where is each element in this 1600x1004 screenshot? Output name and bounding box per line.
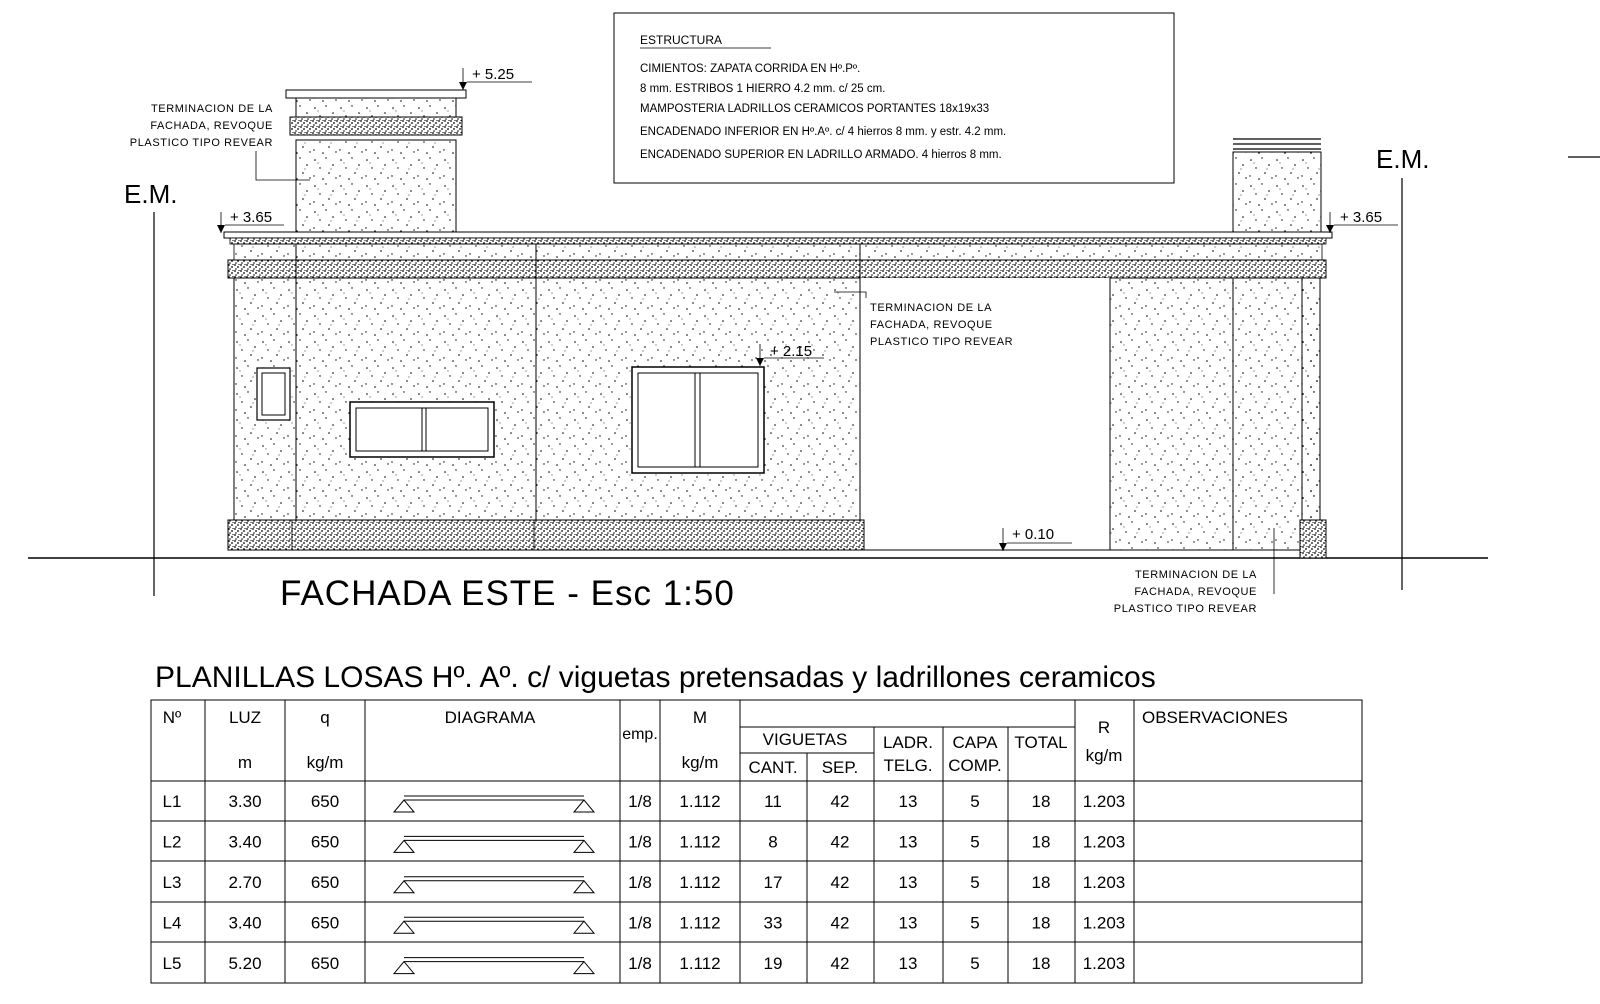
cell-cant: 17 xyxy=(763,873,783,892)
beam-diagram xyxy=(394,917,594,933)
cell-ladr: 13 xyxy=(898,913,918,933)
cell-sep: 42 xyxy=(830,953,850,973)
svg-text:kg/m: kg/m xyxy=(681,753,719,772)
svg-text:m: m xyxy=(237,753,253,772)
cell-capa: 5 xyxy=(970,832,980,852)
cell-luz: 3.40 xyxy=(228,913,262,933)
svg-text:SEP.: SEP. xyxy=(821,758,859,777)
table-title: PLANILLAS LOSAS Hº. Aº. c/ viguetas pretensadas y ladrillones ceramicos xyxy=(155,661,1156,694)
structure-line: MAMPOSTERIA LADRILLOS CERAMICOS PORTANTES 18x19x33 xyxy=(640,103,990,115)
cell-total: 18 xyxy=(1031,792,1051,812)
table-row xyxy=(163,792,1126,812)
level-top: + 5.25 xyxy=(472,66,515,83)
cell-total: 18 xyxy=(1031,832,1051,852)
svg-text:PLASTICO TIPO REVEAR: PLASTICO TIPO REVEAR xyxy=(870,336,1014,348)
table-row xyxy=(163,833,1126,853)
cell-emp: 1/8 xyxy=(628,913,652,933)
svg-text:COMP.: COMP. xyxy=(948,756,1002,775)
cell-n: L3 xyxy=(162,873,182,892)
cell-cant: 11 xyxy=(764,792,782,812)
cell-total: 18 xyxy=(1031,953,1051,973)
svg-text:CAPA: CAPA xyxy=(952,733,998,752)
svg-text:PLASTICO TIPO REVEAR: PLASTICO TIPO REVEAR xyxy=(1113,603,1257,615)
svg-text:TOTAL: TOTAL xyxy=(1014,733,1068,752)
cell-sep: 42 xyxy=(830,913,850,933)
cell-luz: 2.70 xyxy=(228,873,262,892)
svg-text:VIGUETAS: VIGUETAS xyxy=(762,730,848,749)
svg-text:DIAGRAMA: DIAGRAMA xyxy=(444,708,536,727)
cell-m: 1.112 xyxy=(679,832,721,852)
beam-diagram xyxy=(394,796,594,812)
structure-notes-box xyxy=(614,13,1174,183)
em-left-label: E.M. xyxy=(124,179,178,209)
level-marker xyxy=(1326,209,1398,233)
structure-line: 8 mm. ESTRIBOS 1 HIERRO 4.2 mm. c/ 25 cm. xyxy=(640,83,886,95)
cell-n: L5 xyxy=(162,953,182,973)
svg-text:OBSERVACIONES: OBSERVACIONES xyxy=(1142,708,1288,727)
cell-cant: 19 xyxy=(763,953,783,973)
cell-r: 1.203 xyxy=(1082,913,1126,933)
cell-ladr: 13 xyxy=(898,873,918,892)
cell-emp: 1/8 xyxy=(628,792,652,812)
facade-title: FACHADA ESTE - Esc 1:50 xyxy=(280,574,735,613)
cell-q: 650 xyxy=(310,792,340,812)
slab-schedule-table xyxy=(151,661,1362,983)
svg-text:FACHADA, REVOQUE: FACHADA, REVOQUE xyxy=(150,120,273,132)
table-row xyxy=(163,954,1126,974)
svg-text:FACHADA, REVOQUE: FACHADA, REVOQUE xyxy=(870,319,993,331)
cell-capa: 5 xyxy=(970,873,980,892)
cell-r: 1.203 xyxy=(1082,832,1126,852)
cell-cant: 8 xyxy=(768,832,778,852)
beam-diagram xyxy=(394,836,594,852)
cell-n: L2 xyxy=(162,832,182,852)
table-row xyxy=(163,873,1126,893)
level-roof-right: + 3.65 xyxy=(1340,209,1383,226)
cell-q: 650 xyxy=(310,832,340,852)
cell-emp: 1/8 xyxy=(628,832,652,852)
cell-cant: 33 xyxy=(763,913,783,933)
cell-luz: 5.20 xyxy=(228,953,262,973)
svg-text:emp.: emp. xyxy=(622,726,658,743)
table-rows xyxy=(163,792,1126,973)
em-right-label: E.M. xyxy=(1376,144,1430,174)
cell-r: 1.203 xyxy=(1082,873,1126,892)
level-floor: + 0.10 xyxy=(1012,526,1055,543)
cell-q: 650 xyxy=(310,913,340,933)
cell-m: 1.112 xyxy=(679,913,721,933)
cell-m: 1.112 xyxy=(679,873,721,892)
cell-ladr: 13 xyxy=(898,792,918,812)
level-marker xyxy=(217,209,284,233)
svg-text:R: R xyxy=(1097,718,1111,737)
table-header xyxy=(163,708,1288,777)
cell-r: 1.203 xyxy=(1082,792,1126,812)
cell-capa: 5 xyxy=(970,792,980,812)
cell-r: 1.203 xyxy=(1082,953,1126,973)
table-row xyxy=(163,913,1126,933)
level-marker xyxy=(459,66,532,90)
svg-text:TERMINACION DE LA: TERMINACION DE LA xyxy=(870,302,993,314)
cell-sep: 42 xyxy=(830,792,850,812)
cell-ladr: 13 xyxy=(898,953,918,973)
beam-diagram xyxy=(394,877,594,893)
cell-m: 1.112 xyxy=(679,953,721,973)
svg-text:FACHADA, REVOQUE: FACHADA, REVOQUE xyxy=(1134,586,1257,598)
cell-capa: 5 xyxy=(970,953,980,973)
svg-text:M: M xyxy=(692,708,708,727)
svg-text:Nº: Nº xyxy=(162,708,182,727)
cell-emp: 1/8 xyxy=(628,953,652,973)
cell-sep: 42 xyxy=(830,832,850,852)
finish-note xyxy=(130,103,310,180)
cell-luz: 3.30 xyxy=(228,792,262,812)
cell-m: 1.112 xyxy=(679,792,721,812)
structure-line: CIMIENTOS: ZAPATA CORRIDA EN Hº.Pº. xyxy=(640,63,861,75)
svg-text:TERMINACION DE LA: TERMINACION DE LA xyxy=(1134,569,1257,581)
structure-line: ENCADENADO INFERIOR EN Hº.Aº. c/ 4 hierros 8 mm. y estr. 4.2 mm. xyxy=(640,126,1007,138)
svg-text:kg/m: kg/m xyxy=(1085,746,1123,765)
cell-q: 650 xyxy=(310,873,340,892)
cell-luz: 3.40 xyxy=(228,832,262,852)
svg-text:kg/m: kg/m xyxy=(306,753,344,772)
svg-text:q: q xyxy=(320,708,330,727)
cell-total: 18 xyxy=(1031,913,1051,933)
cell-n: L1 xyxy=(162,792,182,812)
svg-text:LADR.: LADR. xyxy=(882,733,934,752)
cell-total: 18 xyxy=(1031,873,1051,892)
beam-diagram xyxy=(394,958,594,974)
cell-ladr: 13 xyxy=(898,832,918,852)
cell-sep: 42 xyxy=(830,873,850,892)
structure-line: ENCADENADO SUPERIOR EN LADRILLO ARMADO. 4 hierros 8 mm. xyxy=(640,149,1002,161)
svg-text:LUZ: LUZ xyxy=(228,708,262,727)
svg-text:TERMINACION DE LA: TERMINACION DE LA xyxy=(150,103,273,115)
cell-n: L4 xyxy=(162,913,182,933)
svg-text:PLASTICO TIPO REVEAR: PLASTICO TIPO REVEAR xyxy=(129,137,273,149)
level-roof-left: + 3.65 xyxy=(230,209,273,226)
level-lintel: + 2.15 xyxy=(770,343,813,360)
svg-text:TELG.: TELG. xyxy=(883,756,933,775)
svg-text:CANT.: CANT. xyxy=(748,758,798,777)
cell-emp: 1/8 xyxy=(628,873,652,892)
cell-capa: 5 xyxy=(970,913,980,933)
cell-q: 650 xyxy=(310,953,340,973)
structure-title: ESTRUCTURA xyxy=(640,33,723,47)
